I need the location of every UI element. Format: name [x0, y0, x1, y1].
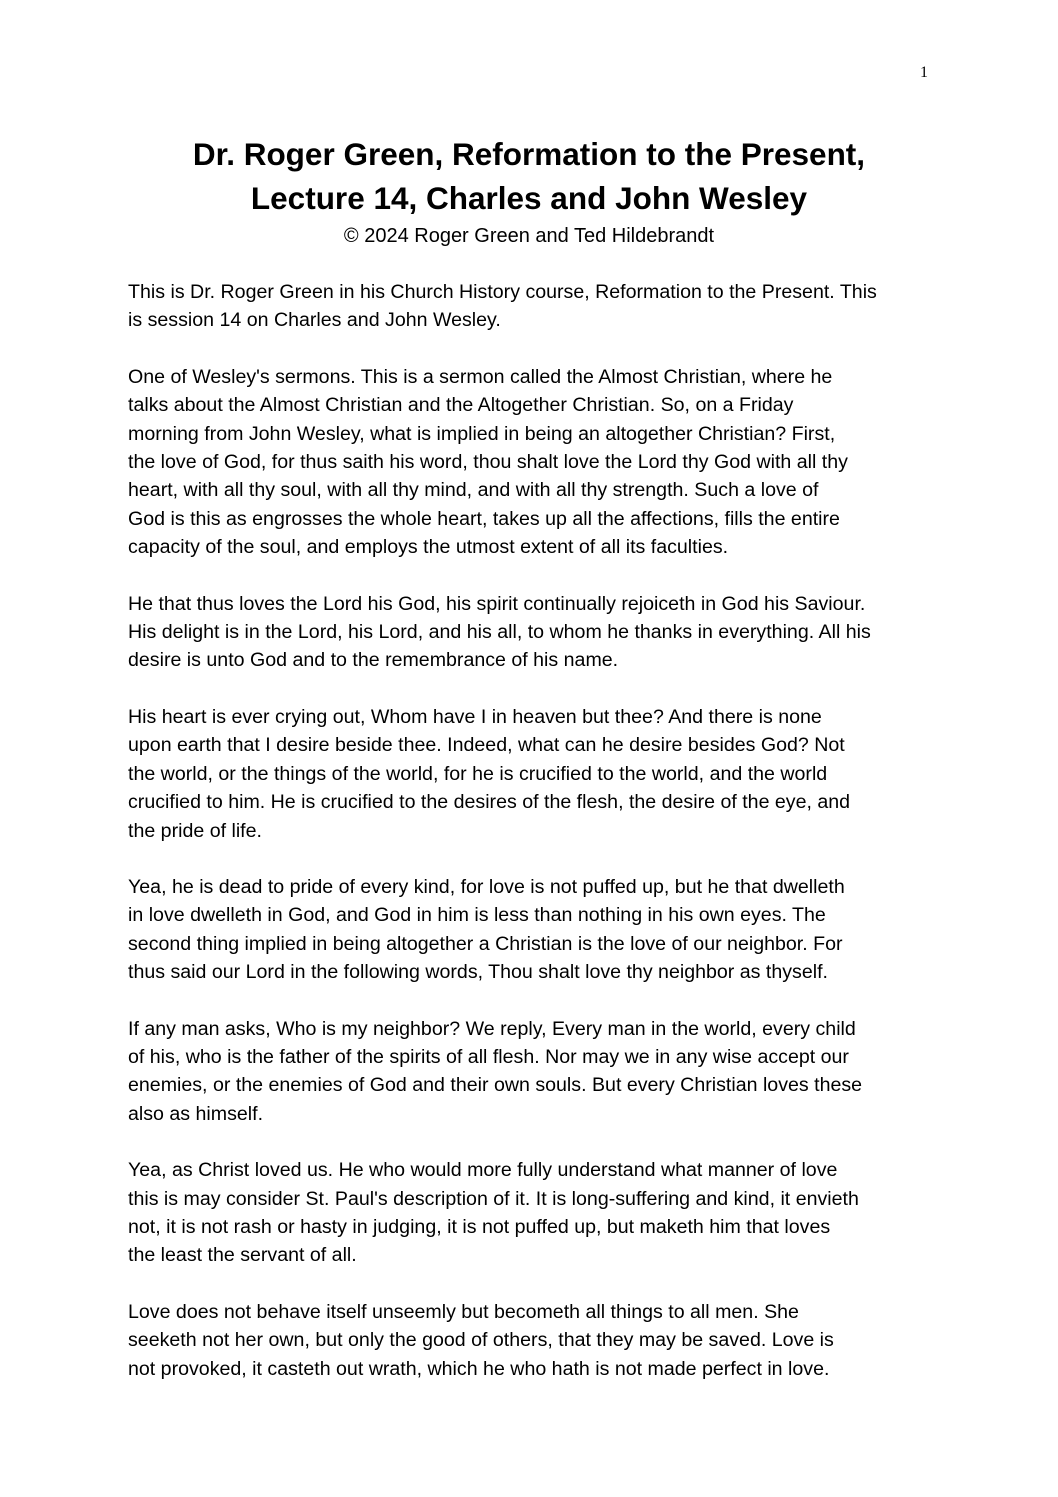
text-line: crucified to him. He is crucified to the desires of the flesh, the desire of the eye, and — [128, 791, 851, 814]
text-line: the least the servant of all. — [128, 1244, 357, 1267]
text-line: heart, with all thy soul, with all thy mind, and with all thy strength. Such a love of — [128, 479, 819, 502]
paragraph — [128, 1156, 932, 1270]
text-line: of his, who is the father of the spirits of all flesh. Nor may we in any wise accept our — [128, 1045, 849, 1068]
paragraph — [128, 703, 932, 845]
text-line: If any man asks, Who is my neighbor? We reply, Every man in the world, every child — [128, 1017, 856, 1040]
text-line: second thing implied in being altogether a Christian is the love of our neighbor. For — [128, 932, 843, 955]
document-title-line-1: Dr. Roger Green, Reformation to the Present, — [192, 136, 866, 172]
text-line: upon earth that I desire beside thee. Indeed, what can he desire besides God? Not — [128, 734, 845, 757]
paragraph — [128, 278, 932, 335]
text-line: One of Wesley's sermons. This is a sermon called the Almost Christian, where he — [128, 365, 833, 388]
text-line: in love dwelleth in God, and God in him is less than nothing in his own eyes. The — [128, 904, 826, 927]
text-line: morning from John Wesley, what is implied in being an altogether Christian? First, — [128, 422, 836, 445]
text-line: this is may consider St. Paul's description of it. It is long-suffering and kind, it envieth — [128, 1187, 859, 1210]
text-line: God is this as engrosses the whole heart, takes up all the affections, fills the entire — [128, 507, 840, 530]
text-line: capacity of the soul, and employs the utmost extent of all its faculties. — [128, 536, 729, 559]
text-line: talks about the Almost Christian and the Altogether Christian. So, on a Friday — [128, 394, 794, 417]
text-line: not provoked, it casteth out wrath, which he who hath is not made perfect in love. — [128, 1357, 830, 1380]
text-line: Yea, he is dead to pride of every kind, for love is not puffed up, but he that dwelleth — [128, 875, 845, 898]
paragraph — [128, 363, 932, 562]
text-line: Yea, as Christ loved us. He who would more fully understand what manner of love — [128, 1159, 838, 1182]
text-line: the world, or the things of the world, for he is crucified to the world, and the world — [128, 762, 828, 785]
text-line: His delight is in the Lord, his Lord, and his all, to whom he thanks in everything. All his — [128, 621, 871, 644]
text-line: also as himself. — [128, 1102, 264, 1125]
text-line: seeketh not her own, but only the good of others, that they may be saved. Love is — [128, 1329, 834, 1352]
paragraph — [128, 873, 932, 987]
paragraph — [128, 590, 932, 675]
text-line: the love of God, for thus saith his word, thou shalt love the Lord thy God with all thy — [128, 451, 848, 474]
text-line: He that thus loves the Lord his God, his spirit continually rejoiceth in God his Saviour. — [128, 592, 866, 615]
title-block — [90, 132, 968, 250]
document-title-line-2: Lecture 14, Charles and John Wesley — [250, 180, 808, 216]
text-line: His heart is ever crying out, Whom have I in heaven but thee? And there is none — [128, 705, 822, 728]
text-line: desire is unto God and to the remembrance of his name. — [128, 649, 619, 672]
text-line: not, it is not rash or hasty in judging, it is not puffed up, but maketh him that loves — [128, 1215, 831, 1238]
text-line: This is Dr. Roger Green in his Church History course, Reformation to the Present. This — [128, 281, 877, 303]
paragraph — [128, 1015, 932, 1129]
text-line: enemies, or the enemies of God and their own souls. But every Christian loves these — [128, 1074, 863, 1097]
text-line: thus said our Lord in the following words, Thou shalt love thy neighbor as thyself. — [128, 961, 828, 984]
copyright-notice: © 2024 Roger Green and Ted Hildebrandt — [343, 225, 715, 247]
paragraph — [128, 1298, 932, 1383]
text-line: is session 14 on Charles and John Wesley. — [128, 309, 501, 332]
body-text — [128, 278, 932, 1411]
text-line: the pride of life. — [128, 819, 262, 842]
text-line: Love does not behave itself unseemly but becometh all things to all men. She — [128, 1300, 799, 1323]
page-number: 1 — [920, 64, 928, 81]
